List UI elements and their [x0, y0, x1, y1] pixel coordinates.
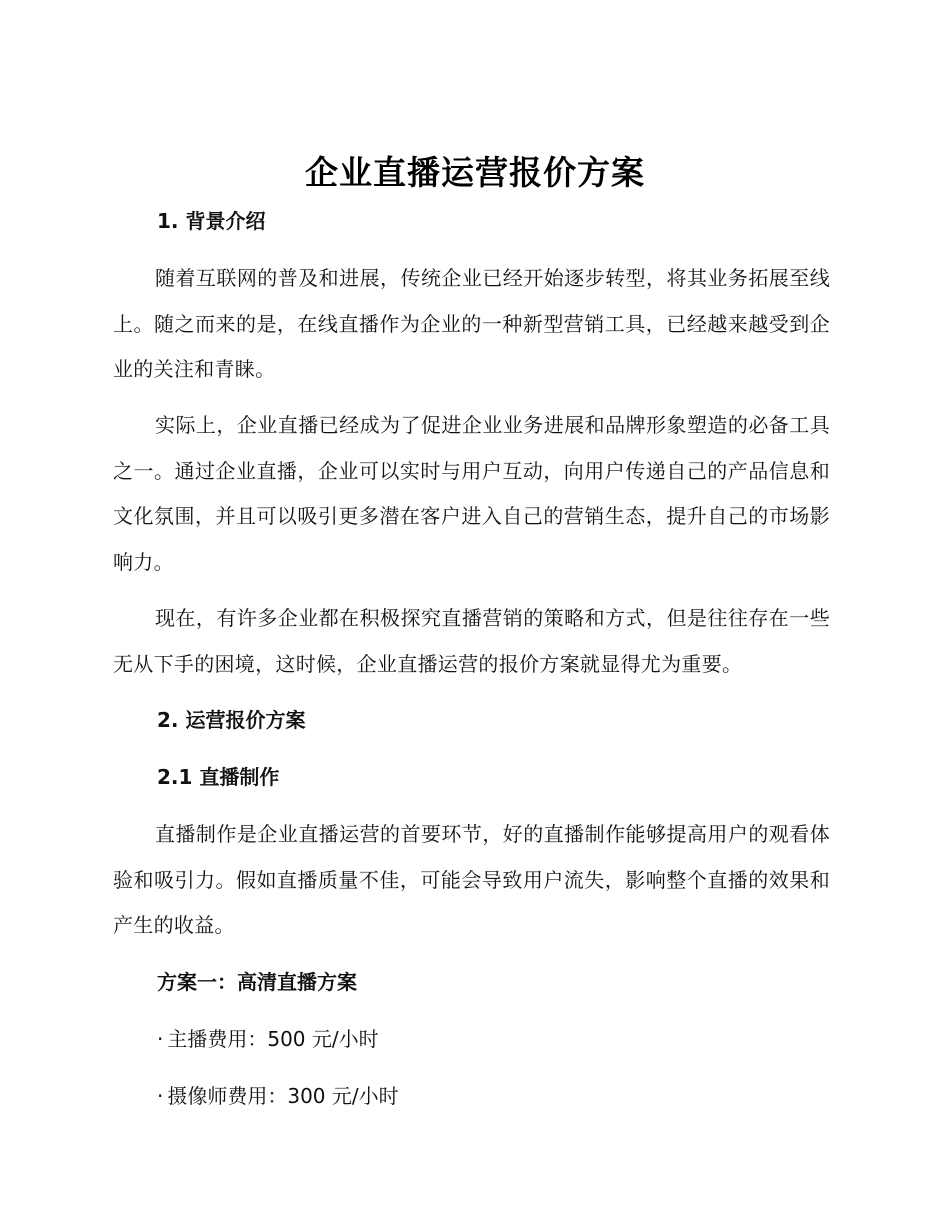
- paragraph-background-1: 随着互联网的普及和进展，传统企业已经开始逐步转型，将其业务拓展至线上。随之而来的是，在线直播作为企业的一种新型营销工具，已经越来越受到企业的关注和青睐。: [113, 266, 830, 381]
- subsection-heading-production: 2.1 直播制作: [157, 765, 280, 789]
- plan-title: 方案一：高清直播方案: [157, 970, 357, 994]
- paragraph-background-2: 实际上，企业直播已经成为了促进企业业务进展和品牌形象塑造的必备工具之一。通过企业直播，企业可以实时与用户互动，向用户传递自己的产品信息和文化氛围，并且可以吸引更多潜在客户进入自己的营销生态，提升自己的市场影响力。: [113, 413, 830, 574]
- section-heading-background: 1. 背景介绍: [157, 209, 266, 233]
- paragraph-background-3: 现在，有许多企业都在积极探究直播营销的策略和方式，但是往往存在一些无从下手的困境，这时候，企业直播运营的报价方案就显得尤为重要。: [113, 606, 830, 676]
- bullet-dot: ·: [157, 1027, 164, 1051]
- section-heading-pricing: 2. 运营报价方案: [157, 708, 306, 732]
- paragraph-production: 直播制作是企业直播运营的首要环节，好的直播制作能够提高用户的观看体验和吸引力。假如直播质量不佳，可能会导致用户流失，影响整个直播的效果和产生的收益。: [113, 822, 830, 937]
- list-item: [157, 1081, 399, 1111]
- list-item-text: 摄像师费用：300 元/小时: [167, 1084, 399, 1108]
- bullet-dot: ·: [157, 1084, 164, 1108]
- list-item: [157, 1024, 379, 1054]
- list-item-text: 主播费用：500 元/小时: [167, 1027, 379, 1051]
- document-title: 企业直播运营报价方案: [305, 153, 645, 192]
